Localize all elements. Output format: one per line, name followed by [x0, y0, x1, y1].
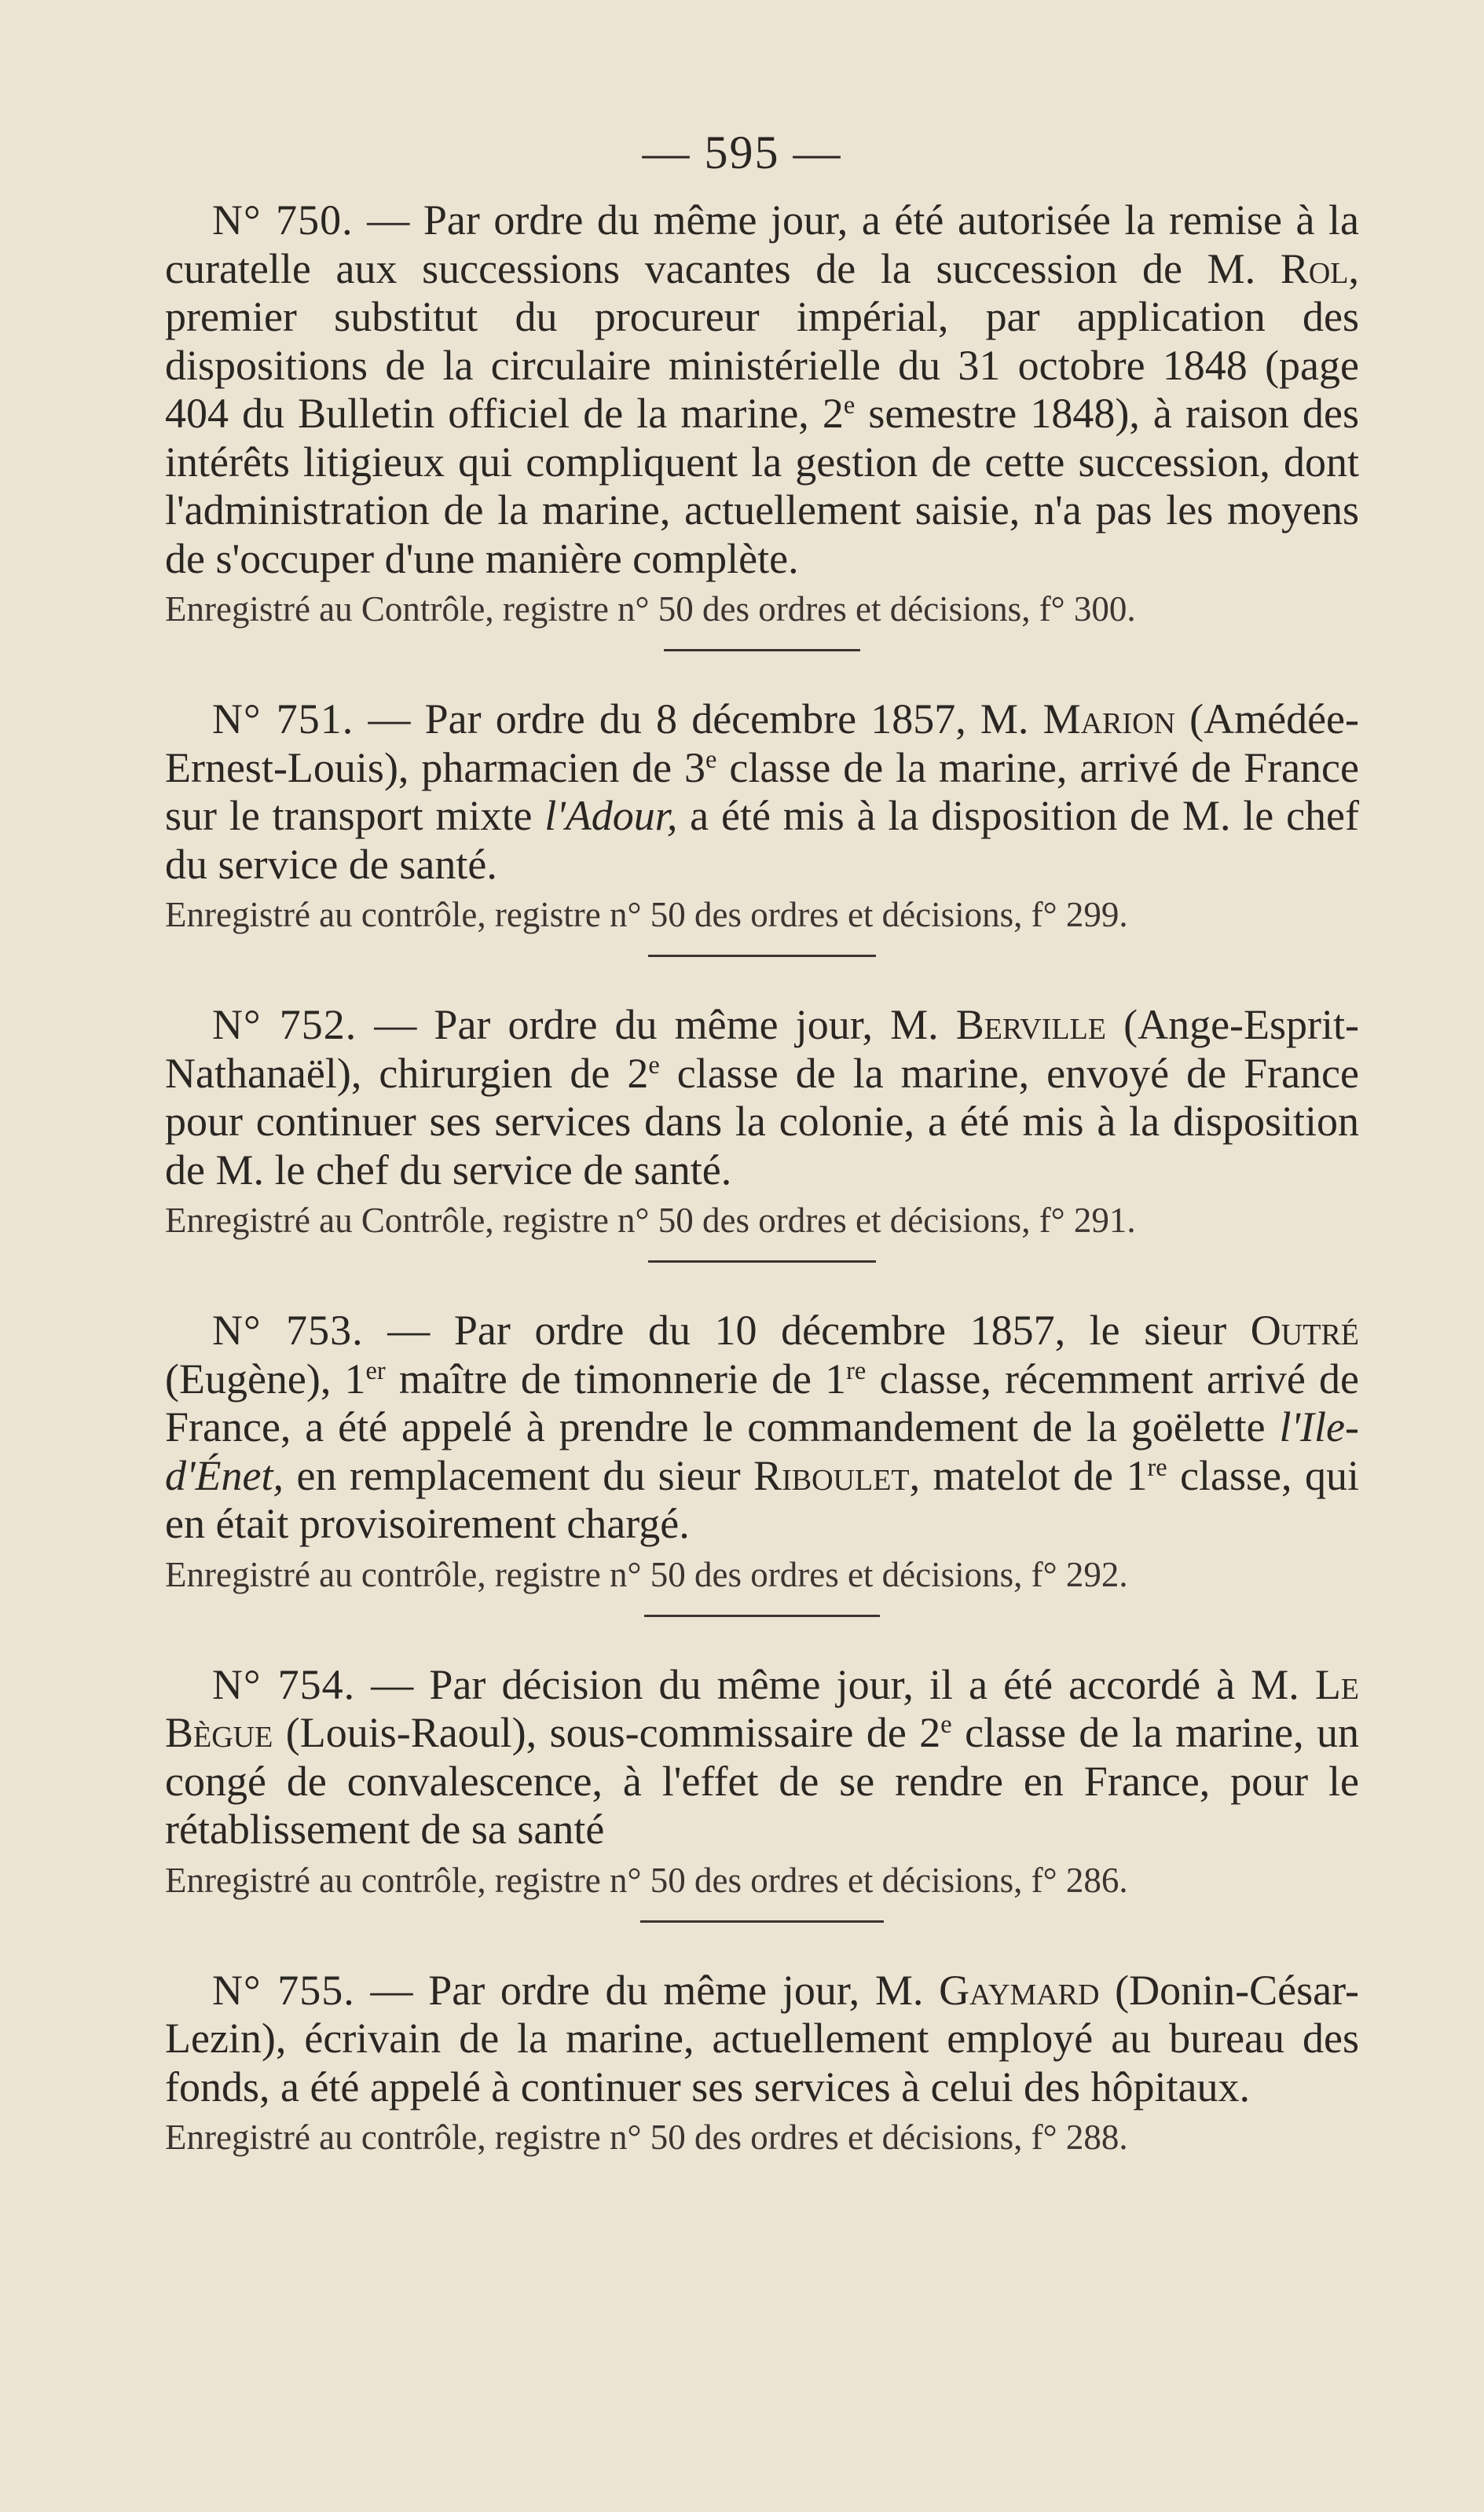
registry-note: Enregistré au contrôle, registre n° 50 des ordres et décisions, f° 286.	[165, 1860, 1128, 1900]
entry-text: classe de la marine, un congé de convalescence, à l'effet de se rendre en France, pour le rétablissement de sa santé	[165, 1709, 1359, 1853]
registry-note: Enregistré au Contrôle, registre n° 50 des ordres et décisions, f° 300.	[165, 589, 1136, 629]
entry-text: (Donin-César-Lezin), écrivain de la marine, actuellement employé au bureau des fonds, a été appelé à continuer ses services à celui des hôpitaux.	[165, 1966, 1359, 2110]
entry-text: (Ange-Esprit-Nathanaël), chirurgien de 2	[165, 1001, 1360, 1097]
separator-rule	[640, 1920, 884, 1923]
person-name: Gaymard	[939, 1966, 1100, 2014]
entries-list	[165, 196, 1359, 2204]
entry-text: classe, qui en était provisoirement chargé.	[165, 1451, 1359, 1547]
entry-body	[165, 695, 1359, 889]
ship-name: l'Adour,	[544, 792, 678, 839]
entry-text: a été mis à la disposition de M. le chef du service de santé.	[165, 792, 1360, 888]
entry-text: — Par décision du même jour, il a été accordé à M.	[371, 1660, 1315, 1708]
registry-note: Enregistré au contrôle, registre n° 50 des ordres et décisions, f° 292.	[165, 1554, 1128, 1594]
page-number: — 595 —	[642, 127, 842, 178]
entry-text: classe de la marine, envoyé de France pour continuer ses services dans la colonie, a été mis à la disposition de M. le chef du service de santé.	[165, 1049, 1359, 1194]
entry-751	[165, 695, 1359, 957]
entry-number: N° 752.	[212, 1001, 357, 1048]
entry-text: , matelot de 1	[909, 1451, 1148, 1499]
entry-text: classe de la marine, arrivé de France sur le transport mixte	[165, 743, 1359, 839]
entry-number: N° 753.	[212, 1307, 364, 1354]
entry-750	[165, 196, 1359, 651]
entry-text: — Par ordre du même jour, M.	[370, 1966, 940, 2014]
superscript: er	[365, 1356, 386, 1385]
entry-text: en remplacement du sieur	[284, 1451, 754, 1499]
entry-text: (Amédée-Ernest-Louis), pharmacien de 3	[165, 695, 1359, 791]
entry-text: — Par ordre du 10 décembre 1857, le sieur	[387, 1307, 1251, 1354]
entry-number: N° 754.	[212, 1660, 356, 1708]
superscript: e	[843, 391, 856, 420]
separator-rule	[648, 955, 876, 957]
entry-text: (Eugène), 1	[165, 1355, 366, 1403]
entry-752	[165, 1001, 1359, 1263]
entry-body	[165, 1967, 1359, 2112]
superscript: e	[940, 1711, 952, 1740]
entry-753	[165, 1307, 1359, 1617]
entry-text: maître de timonnerie de 1	[385, 1355, 847, 1403]
superscript: e	[705, 745, 717, 774]
superscript: e	[648, 1051, 660, 1080]
entry-text: , premier substitut du procureur impérial, par application des dispositions de la circulaire ministérielle du 31 octobre 1848 (page 404 du Bulletin officiel de la marine, 2	[165, 244, 1359, 437]
registry-note: Enregistré au contrôle, registre n° 50 des ordres et décisions, f° 299.	[165, 895, 1128, 934]
entry-text: semestre 1848), à raison des intérêts litigieux qui compliquent la gestion de cette succession, dont l'administration de la marine, actuellement saisie, n'a pas les moyens de s'occuper d'une manière complète.	[165, 390, 1359, 582]
person-name: Rol	[1280, 244, 1349, 292]
separator-rule	[664, 649, 860, 651]
entry-text: (Louis-Raoul), sous-commissaire de 2	[273, 1709, 941, 1756]
person-name: Riboulet	[753, 1451, 910, 1499]
person-name: Le Bègue	[165, 1660, 1360, 1756]
superscript: re	[1147, 1453, 1167, 1482]
person-name: Outré	[1250, 1307, 1360, 1354]
entry-body	[165, 1001, 1359, 1194]
registry-note: Enregistré au contrôle, registre n° 50 des ordres et décisions, f° 288.	[165, 2118, 1128, 2157]
entry-text: classe, récemment arrivé de France, a été appelé à prendre le commandement de la goëlette	[165, 1355, 1360, 1450]
entry-body	[165, 1307, 1359, 1549]
entry-text: — Par ordre du même jour, a été autorisée la remise à la curatelle aux successions vacantes de la succession de M.	[165, 196, 1360, 292]
entry-755	[165, 1967, 1359, 2161]
ship-name: l'Ile-d'Énet,	[165, 1403, 1359, 1499]
person-name: Marion	[1042, 695, 1175, 743]
separator-rule	[648, 1260, 876, 1263]
entry-number: N° 755.	[212, 1966, 355, 2014]
person-name: Berville	[955, 1001, 1106, 1048]
separator-rule	[644, 1615, 880, 1617]
superscript: re	[846, 1356, 867, 1385]
registry-note: Enregistré au Contrôle, registre n° 50 des ordres et décisions, f° 291.	[165, 1201, 1136, 1240]
entry-number: N° 751.	[212, 695, 354, 743]
entry-body	[165, 196, 1359, 583]
entry-text: — Par ordre du 8 décembre 1857, M.	[368, 695, 1043, 743]
entry-text: — Par ordre du même jour, M.	[374, 1001, 956, 1048]
entry-754	[165, 1661, 1359, 1923]
entry-body	[165, 1661, 1359, 1854]
entry-number: N° 750.	[212, 196, 354, 244]
